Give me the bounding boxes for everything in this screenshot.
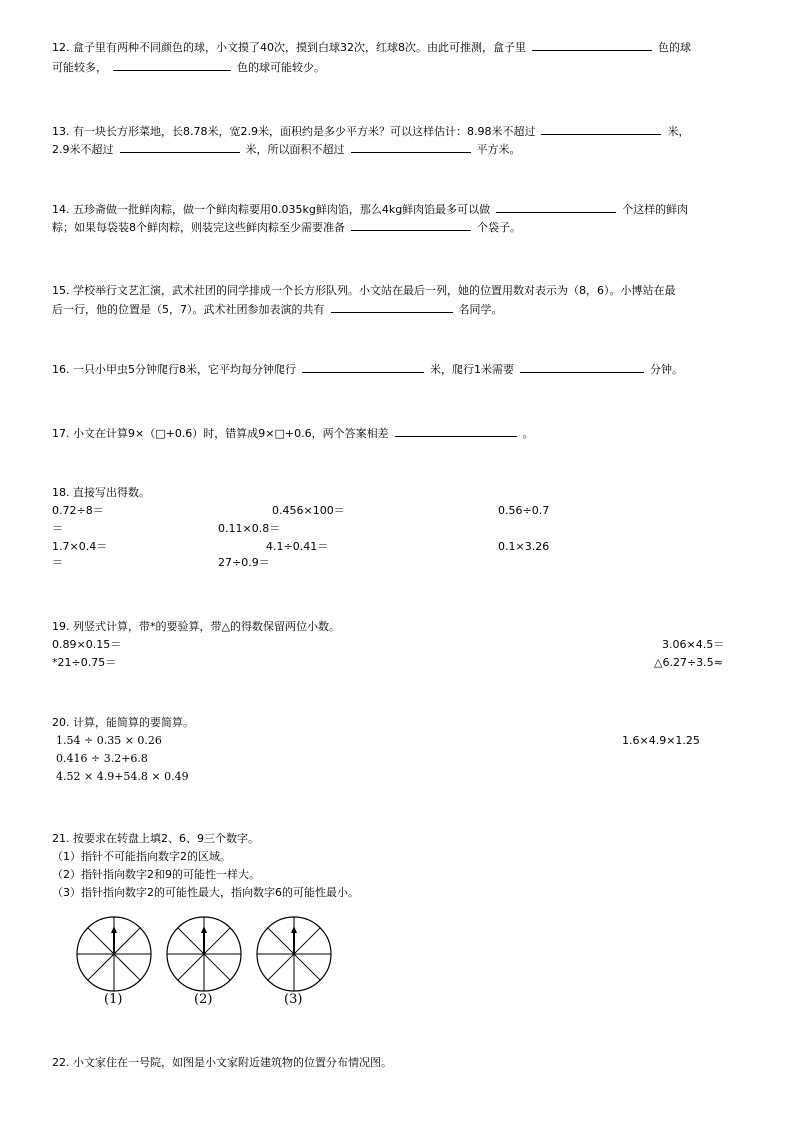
q19-title: 19. 列竖式计算，带*的要验算，带△的得数保留两位小数。: [52, 620, 340, 633]
q12-text-d: 色的球可能较少。: [237, 61, 325, 74]
q13-text-a: 13. 有一块长方形菜地，长8.78米，宽2.9米，面积约是多少平方米？可以这样估计：8.98米不超过: [52, 125, 536, 138]
q19-r1-right: 3.06×4.5＝: [662, 638, 725, 651]
q13-blank-3[interactable]: [351, 142, 471, 153]
q13-blank-2[interactable]: [120, 142, 240, 153]
q17-text-a: 17. 小文在计算9×（□+0.6）时，错算成9×□+0.6，两个答案相差: [52, 427, 389, 440]
q12-blank-2[interactable]: [113, 60, 231, 71]
q13-text-e: 平方米。: [476, 143, 521, 156]
q16-text-b: 米，爬行1米需要: [430, 363, 514, 376]
q14-blank-2[interactable]: [351, 220, 471, 231]
q12-text-c: 可能较多，: [52, 61, 107, 74]
q12-blank-1[interactable]: [532, 40, 652, 51]
q13-text-b: 米，: [667, 125, 690, 138]
q15-text-b: 名同学。: [458, 303, 503, 316]
q18-r1c3: 0.56÷0.7: [498, 504, 550, 517]
q12-line2: [52, 60, 325, 75]
q15-text-a: 后一行，他的位置是（5，7）。武术社团参加表演的共有: [52, 303, 325, 316]
q13-text-c: 2.9米不超过: [52, 143, 114, 156]
q20-expr-3: 4.52 × 4.9+54.8 × 0.49: [56, 770, 189, 783]
q16-line: [52, 362, 683, 377]
q17-blank-1[interactable]: [395, 426, 517, 437]
q14-blank-1[interactable]: [496, 202, 616, 213]
q14-text-a: 14. 五珍斋做一批鲜肉粽，做一个鲜肉粽要用0.035kg鲜肉馅，那么4kg鲜肉馅最多可以做: [52, 203, 491, 216]
q18-r2c1: ＝: [52, 522, 63, 535]
q19-r2-right: △6.27÷3.5≈: [654, 656, 723, 669]
q15-blank-1[interactable]: [331, 302, 453, 313]
q17-text-b: 。: [522, 427, 534, 440]
q13-blank-1[interactable]: [541, 124, 661, 135]
q12-text-b: 色的球: [657, 41, 691, 54]
q20-expr-1-right: 1.6×4.9×1.25: [622, 734, 700, 747]
q18-r2c2: 0.11×0.8＝: [218, 522, 281, 535]
wheel-label-1: (1): [104, 992, 123, 1007]
q16-blank-1[interactable]: [302, 362, 424, 373]
q18-r3c1: 1.7×0.4＝: [52, 540, 108, 553]
spinner-wheel-2[interactable]: [164, 914, 244, 994]
spinner-wheel-1[interactable]: [74, 914, 154, 994]
q20-expr-2: 0.416 ÷ 3.2+6.8: [56, 752, 148, 765]
q21-cond-1: （1）指针不可能指向数字2的区域。: [52, 850, 231, 863]
q17-line: [52, 426, 534, 441]
q16-blank-2[interactable]: [520, 362, 644, 373]
q20-title: 20. 计算，能简算的要简算。: [52, 716, 194, 729]
q18-r4c2: 27÷0.9＝: [218, 556, 270, 569]
q14-line2: [52, 220, 521, 235]
q13-line2: [52, 142, 521, 157]
wheel-label-3: (3): [284, 992, 303, 1007]
wheel-label-2: (2): [194, 992, 213, 1007]
q21-cond-3: （3）指针指向数字2的可能性最大，指向数字6的可能性最小。: [52, 886, 359, 899]
q22-line: 22. 小文家住在一号院，如图是小文家附近建筑物的位置分布情况图。: [52, 1056, 392, 1069]
q21-title: 21. 按要求在转盘上填2、6、9三个数字。: [52, 832, 259, 845]
q18-r3c2: 4.1÷0.41＝: [266, 540, 329, 553]
q16-text-c: 分钟。: [650, 363, 683, 376]
q13-line1: [52, 124, 689, 139]
q14-text-c: 粽；如果每袋装8个鲜肉粽，则装完这些鲜肉粽至少需要准备: [52, 221, 345, 234]
q18-r1c2: 0.456×100＝: [272, 504, 345, 517]
q19-r2-left: *21÷0.75＝: [52, 656, 117, 669]
q15-line2: [52, 302, 503, 317]
q14-text-b: 个这样的鲜肉: [622, 203, 689, 216]
q12-text-a: 12. 盒子里有两种不同颜色的球，小文摸了40次，摸到白球32次，红球8次。由此可推测，盒子里: [52, 41, 526, 54]
q19-r1-left: 0.89×0.15＝: [52, 638, 122, 651]
q14-text-d: 个袋子。: [477, 221, 521, 234]
q15-line1: 15. 学校举行文艺汇演，武术社团的同学排成一个长方形队列。小文站在最后一列，她的位置用数对表示为（8，6）。小博站在最: [52, 284, 676, 297]
q18-r1c1: 0.72÷8＝: [52, 504, 104, 517]
q16-text-a: 16. 一只小甲虫5分钟爬行8米，它平均每分钟爬行: [52, 363, 296, 376]
q18-r4c1: ＝: [52, 556, 63, 569]
spinner-wheel-3[interactable]: [254, 914, 334, 994]
q14-line1: [52, 202, 688, 217]
q13-text-d: 米，所以面积不超过: [245, 143, 345, 156]
q18-r3c3: 0.1×3.26: [498, 540, 550, 553]
q18-title: 18. 直接写出得数。: [52, 486, 150, 499]
q21-cond-2: （2）指针指向数字2和9的可能性一样大。: [52, 868, 260, 881]
q20-expr-1: 1.54 ÷ 0.35 × 0.26: [56, 734, 162, 747]
q12-line1: [52, 40, 691, 55]
